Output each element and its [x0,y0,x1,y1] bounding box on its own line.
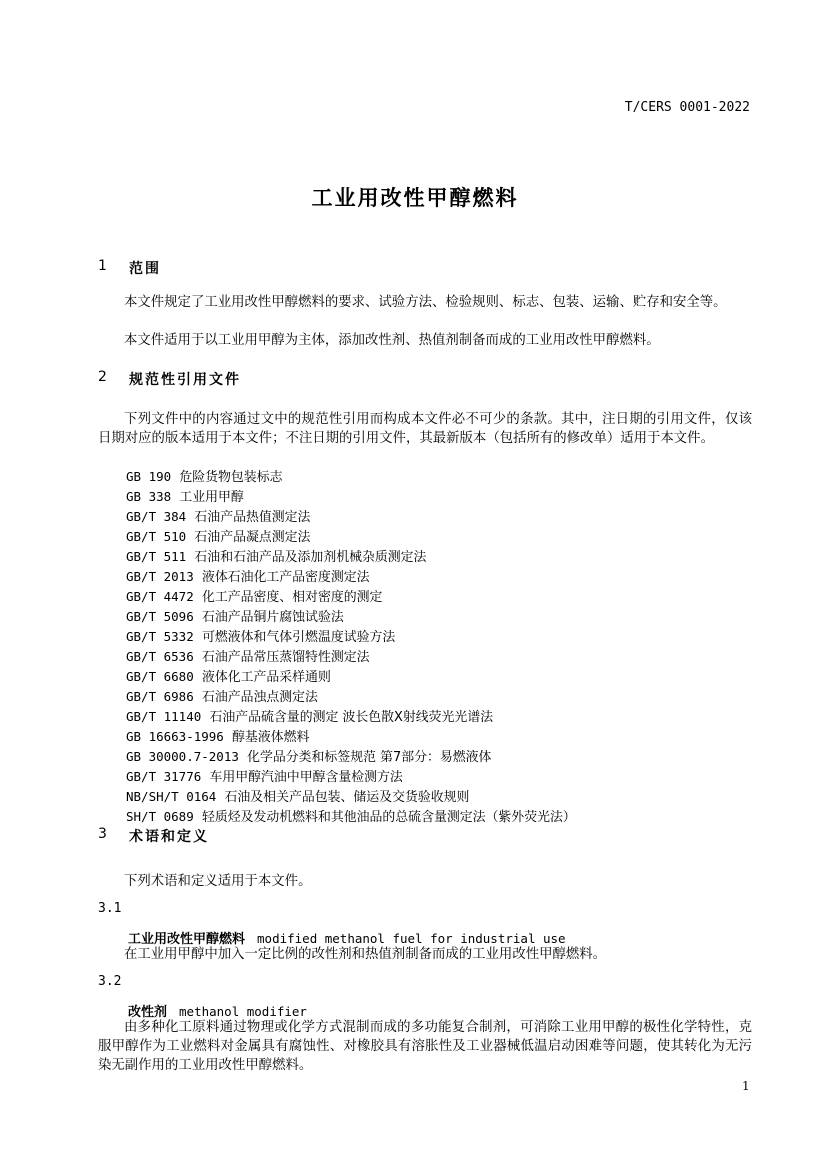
reference-title: 可燃液体和气体引燃温度试验方法 [201,630,396,645]
term-number: 3.1 [98,901,122,916]
reference-item [126,627,576,647]
reference-code: GB/T 31776 [126,769,202,784]
section-number: 1 [98,258,109,274]
document-title: 工业用改性甲醇燃料 [311,186,519,210]
references-intro: 下列文件中的内容通过文中的规范性引用而构成本文件必不可少的条款。其中，注日期的引用文件，仅该日期对应的版本适用于本文件；不注日期的引用文件，其最新版本（包括所有的修改单）适用于本文件。 [98,412,752,446]
reference-title: 醇基液体燃料 [232,730,310,745]
section-1-heading [98,258,161,278]
reference-code: GB/T 5332 [126,629,194,644]
reference-title: 化学品分类和标签规范 第7部分：易燃液体 [247,750,492,765]
reference-item [126,667,576,687]
reference-code: GB/T 5096 [126,609,194,624]
reference-item [126,487,576,507]
term-chinese: 工业用改性甲醇燃料 [128,932,246,947]
scope-paragraph-1: 本文件规定了工业用改性甲醇燃料的要求、试验方法、检验规则、标志、包装、运输、贮存和安全等。 [124,295,727,310]
reference-code: GB 338 [126,489,172,504]
reference-item [126,467,576,487]
reference-code: GB/T 511 [126,549,187,564]
reference-item [126,587,576,607]
reference-title: 危险货物包装标志 [179,470,283,485]
reference-code: GB 190 [126,469,172,484]
reference-title: 石油产品凝点测定法 [194,530,311,545]
section-3-heading [98,826,209,846]
reference-title: 石油产品常压蒸馏特性测定法 [201,650,370,665]
term-definition: 在工业用甲醇中加入一定比例的改性剂和热值剂制备而成的工业用改性甲醇燃料。 [124,947,607,962]
standard-code: T/CERS 0001-2022 [624,100,750,115]
reference-title: 石油及相关产品包装、储运及交货验收规则 [224,790,470,805]
terms-intro: 下列术语和定义适用于本文件。 [124,874,312,889]
reference-item [126,507,576,527]
reference-title: 石油产品硫含量的测定 波长色散X射线荧光光谱法 [209,710,494,725]
reference-item [126,527,576,547]
scope-paragraph-2: 本文件适用于以工业用甲醇为主体，添加改性剂、热值剂制备而成的工业用改性甲醇燃料。 [124,333,660,348]
reference-code: GB/T 11140 [126,709,202,724]
reference-title: 石油和石油产品及添加剂机械杂质测定法 [194,550,427,565]
term-chinese: 改性剂 [128,1005,168,1020]
normative-references-list [126,467,576,827]
reference-item [126,767,576,787]
reference-code: GB/T 6536 [126,649,194,664]
reference-title: 工业用甲醇 [179,490,244,505]
reference-title: 车用甲醇汽油中甲醇含量检测方法 [209,770,403,785]
section-number: 3 [98,826,109,842]
reference-item [126,747,576,767]
reference-title: 石油产品铜片腐蚀试验法 [201,610,344,625]
term-english: modified methanol fuel for industrial use [257,931,566,946]
reference-item [126,547,576,567]
reference-title: 化工产品密度、相对密度的测定 [201,590,383,605]
section-2-heading [98,369,241,389]
term-english: methanol modifier [179,1004,307,1019]
reference-item [126,787,576,807]
reference-item [126,687,576,707]
section-title: 范围 [129,261,161,277]
reference-item [126,647,576,667]
term-number: 3.2 [98,974,122,989]
reference-code: SH/T 0689 [126,809,194,824]
reference-item [126,567,576,587]
reference-code: GB/T 6680 [126,669,194,684]
reference-item [126,807,576,827]
section-title: 规范性引用文件 [129,372,241,388]
page-number: 1 [742,1079,750,1093]
reference-title: 轻质烃及发动机燃料和其他油品的总硫含量测定法（紫外荧光法） [201,810,576,825]
reference-code: GB/T 510 [126,529,187,544]
reference-code: GB 16663-1996 [126,729,224,744]
reference-code: GB/T 4472 [126,589,194,604]
reference-code: GB 30000.7-2013 [126,749,239,764]
reference-title: 液体石油化工产品密度测定法 [201,570,370,585]
reference-item [126,727,576,747]
reference-item [126,607,576,627]
term-definition: 由多种化工原料通过物理或化学方式混制而成的多功能复合制剂，可消除工业用甲醇的极性化学特性，克服甲醇作为工业燃料对金属具有腐蚀性、对橡胶具有溶胀性及工业器械低温启动困难等问题，使其转化为无污染无副作用的工业用改性甲醇燃料。 [98,1020,752,1073]
section-number: 2 [98,369,109,385]
reference-title: 液体化工产品采样通则 [201,670,331,685]
reference-code: GB/T 384 [126,509,187,524]
reference-title: 石油产品热值测定法 [194,510,311,525]
section-title: 术语和定义 [129,829,209,845]
reference-title: 石油产品浊点测定法 [201,690,318,705]
reference-code: GB/T 2013 [126,569,194,584]
reference-code: NB/SH/T 0164 [126,789,217,804]
reference-code: GB/T 6986 [126,689,194,704]
reference-item [126,707,576,727]
